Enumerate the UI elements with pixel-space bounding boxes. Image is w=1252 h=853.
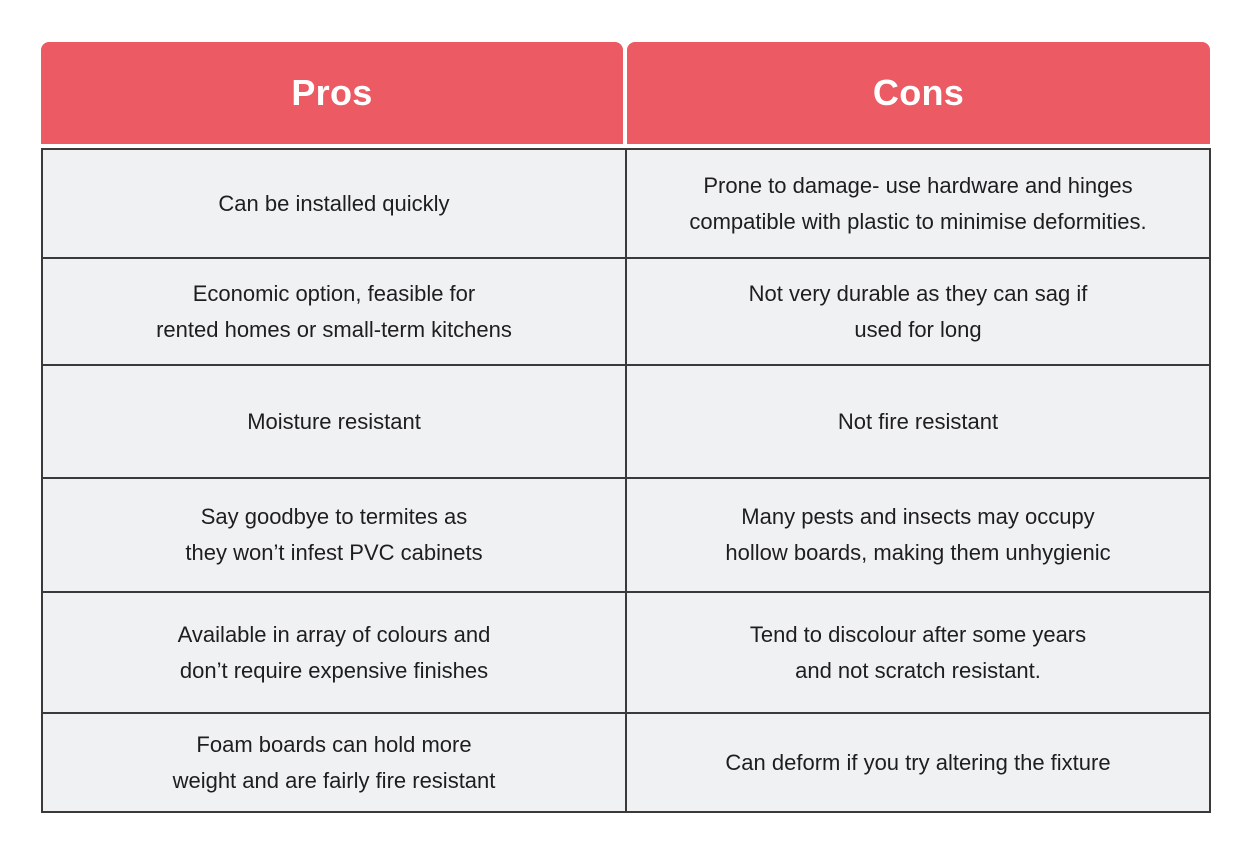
- pro-cell: Foam boards can hold more weight and are fairly fire resistant: [43, 714, 627, 811]
- con-cell: Many pests and insects may occupy hollow boards, making them unhygienic: [725, 504, 1111, 565]
- pro-cell: Can be installed quickly: [43, 150, 627, 257]
- con-cell: Prone to damage- use hardware and hinges compatible with plastic to minimise deformities.: [689, 172, 1147, 234]
- pro-cell: Moisture resistant: [43, 366, 627, 477]
- pros-cons-table: [41, 148, 1211, 813]
- con-cell: Can deform if you try altering the fixture: [725, 749, 1111, 775]
- cons-header: Cons: [627, 42, 1210, 144]
- table-row: [43, 591, 1209, 712]
- con-cell: Not fire resistant: [837, 408, 999, 434]
- con-cell: Not very durable as they can sag if used for long: [748, 280, 1088, 342]
- pro-cell: Economic option, feasible for rented homes or small-term kitchens: [43, 259, 627, 364]
- table-row: [43, 150, 1209, 257]
- pro-cell: Available in array of colours and don’t require expensive finishes: [43, 593, 627, 712]
- pros-header: Pros: [41, 42, 623, 144]
- table-row: [43, 364, 1209, 477]
- table-row: [43, 477, 1209, 591]
- pro-cell: Say goodbye to termites as they won’t infest PVC cabinets: [43, 479, 627, 591]
- table-row: [43, 712, 1209, 811]
- table-row: [43, 257, 1209, 364]
- con-cell: Tend to discolour after some years and not scratch resistant.: [749, 621, 1087, 683]
